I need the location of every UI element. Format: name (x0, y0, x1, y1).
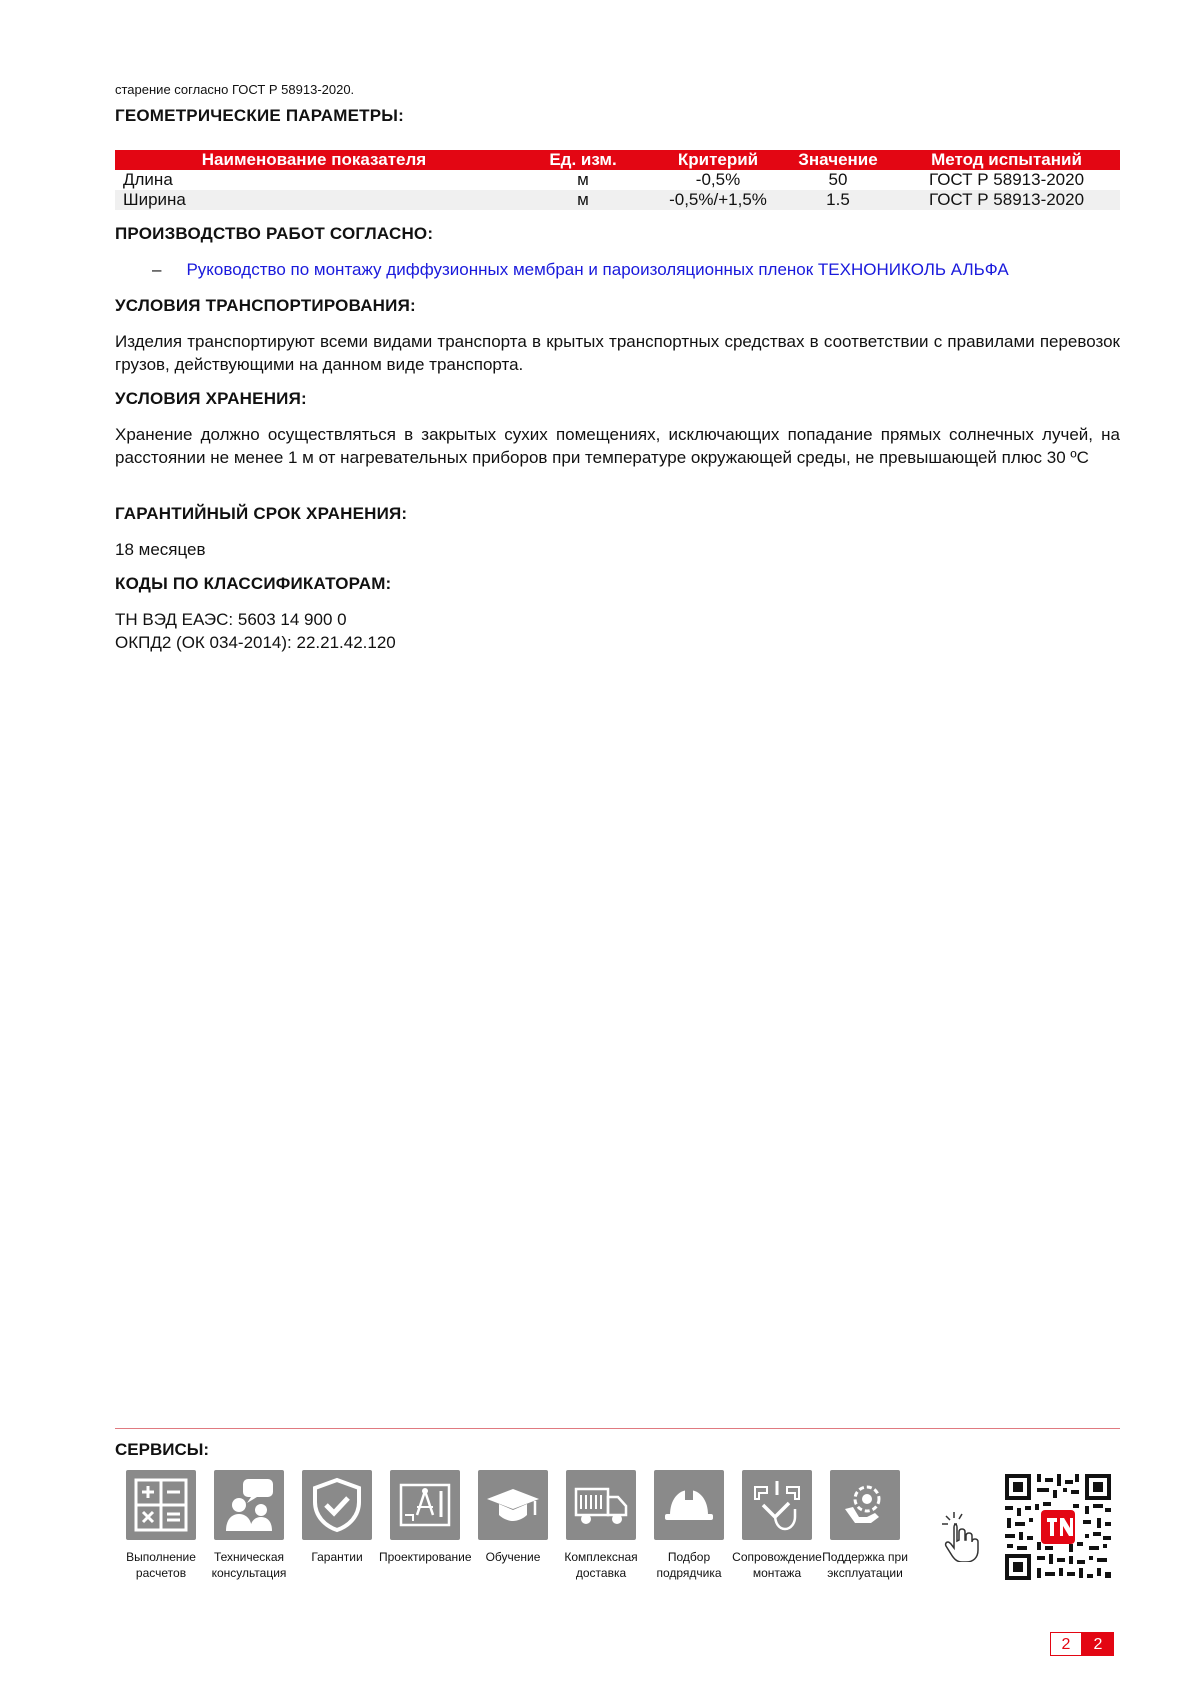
service-item-calculations[interactable] (115, 1470, 207, 1581)
geometry-table (115, 150, 1120, 210)
service-item-contractor[interactable] (643, 1470, 735, 1581)
service-label: Гарантии (311, 1550, 363, 1564)
service-item-training[interactable] (467, 1470, 559, 1565)
cell-name: Длина (123, 170, 173, 189)
cell-method: ГОСТ Р 58913-2020 (893, 190, 1120, 210)
production-list-item (152, 260, 1009, 280)
col-header-unit: Ед. изм. (513, 150, 653, 170)
graduation-cap-icon (478, 1470, 548, 1540)
total-pages: 2 (1082, 1632, 1114, 1656)
shield-check-icon (302, 1470, 372, 1540)
cell-method: ГОСТ Р 58913-2020 (928, 170, 1085, 189)
codes-block (115, 608, 1120, 654)
service-label: Подбор подрядчика (656, 1550, 722, 1580)
service-item-guarantees[interactable] (291, 1470, 383, 1565)
hard-hat-icon (654, 1470, 724, 1540)
truck-icon (566, 1470, 636, 1540)
storage-text: Хранение должно осуществляться в закрытых сухих помещениях, исключающих попадание прямых солнечных лучей, на расстоянии не менее 1 м от нагревательных приборов при температуре окружающей среды, не превышающей плюс 30 ºС (115, 425, 1120, 467)
storage-section-title: УСЛОВИЯ ХРАНЕНИЯ: (115, 389, 307, 408)
service-label: Техническая консультация (211, 1550, 287, 1580)
warranty-text: 18 месяцев (115, 540, 206, 559)
current-page: 2 (1050, 1632, 1082, 1656)
qr-code[interactable] (1003, 1472, 1113, 1582)
cell-unit: м (577, 170, 589, 189)
bullet-dash: – (152, 260, 162, 279)
transport-section-title: УСЛОВИЯ ТРАНСПОРТИРОВАНИЯ: (115, 296, 416, 315)
production-section-title: ПРОИЗВОДСТВО РАБОТ СОГЛАСНО: (115, 224, 434, 243)
okpd2-code: ОКПД2 (ОК 034-2014): 22.21.42.120 (115, 633, 396, 652)
tools-hand-icon (742, 1470, 812, 1540)
cell-value: 1.5 (783, 190, 893, 210)
table-row (115, 170, 1120, 190)
service-item-design[interactable] (379, 1470, 471, 1565)
geo-section-title: ГЕОМЕТРИЧЕСКИЕ ПАРАМЕТРЫ: (115, 106, 405, 125)
cell-criterion: -0,5%/+1,5% (653, 190, 783, 210)
service-label: Выполнение расчетов (126, 1550, 196, 1580)
calculator-icon (126, 1470, 196, 1540)
col-header-method: Метод испытаний (893, 150, 1120, 170)
cell-criterion: -0,5% (695, 170, 741, 189)
blueprint-icon (390, 1470, 460, 1540)
service-label: Проектирование (379, 1550, 472, 1564)
service-item-installation[interactable] (731, 1470, 823, 1581)
table-header-row (115, 150, 1120, 170)
service-item-delivery[interactable] (555, 1470, 647, 1581)
cell-value: 50 (828, 170, 848, 189)
warranty-section-title: ГАРАНТИЙНЫЙ СРОК ХРАНЕНИЯ: (115, 504, 408, 523)
intro-text: старение согласно ГОСТ Р 58913-2020. (115, 82, 355, 97)
transport-text: Изделия транспортируют всеми видами транспорта в крытых транспортных средствах в соответствии с правилами перевозок грузов, действующими на данном виде транспорта. (115, 332, 1120, 374)
col-header-name: Наименование показателя (115, 150, 513, 170)
service-label: Обучение (485, 1550, 541, 1564)
cell-name: Ширина (115, 190, 513, 210)
service-item-support[interactable] (819, 1470, 911, 1581)
service-label: Поддержка при эксплуатации (822, 1550, 908, 1580)
col-header-value: Значение (783, 150, 893, 170)
consultation-icon (214, 1470, 284, 1540)
col-header-criterion: Критерий (653, 150, 783, 170)
pointer-hand-icon (940, 1510, 988, 1567)
page-number (1050, 1632, 1114, 1656)
footer-divider (115, 1428, 1120, 1429)
table-row (115, 190, 1120, 210)
service-label: Комплексная доставка (564, 1550, 638, 1580)
cell-unit: м (513, 190, 653, 210)
codes-section-title: КОДЫ ПО КЛАССИФИКАТОРАМ: (115, 574, 392, 593)
tn-ved-code: ТН ВЭД ЕАЭС: 5603 14 900 0 (115, 610, 347, 629)
support-gear-icon (830, 1470, 900, 1540)
services-row (115, 1470, 1015, 1590)
services-title: СЕРВИСЫ: (115, 1440, 210, 1459)
service-label: Сопровождение монтажа (732, 1550, 822, 1580)
service-item-consultation[interactable] (203, 1470, 295, 1581)
installation-guide-link[interactable]: Руководство по монтажу диффузионных мембран и пароизоляционных пленок ТЕХНОНИКОЛЬ АЛЬФА (186, 260, 1009, 279)
